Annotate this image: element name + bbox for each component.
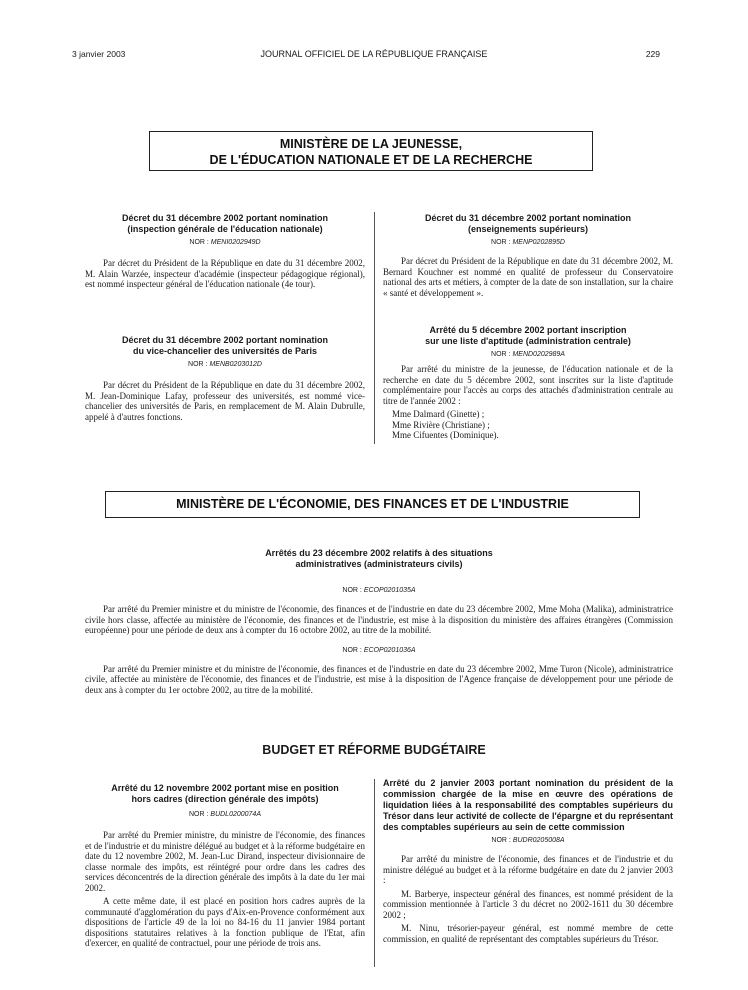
article-paragraph: A cette même date, il est placé en position hors cadres auprès de la communauté d'agglomération du pays d'Aix-en-Provence conformément aux dispositions de l'article 49 de la loi no 84-16 du 11 janvier 1984 portant dispositions statutaires relatives à la fonction publique de l'Etat, afin d'exercer, en qualité de contractuel, pour une période de trois ans. bbox=[85, 896, 365, 948]
article-warzee bbox=[85, 213, 365, 293]
article-paragraph: Par décret du Président de la République en date du 31 décembre 2002, M. Alain Warzée, inspecteur d'académie (inspecteur pédagogique régional), est nommé inspecteur général de l'éducation nationale (4e tour). bbox=[85, 258, 365, 289]
nor-code: BUDL0200074A bbox=[210, 811, 261, 818]
nor-code: ECOP0201035A bbox=[363, 587, 416, 594]
section-ministry-economy bbox=[105, 491, 640, 518]
section-title: MINISTÈRE DE L'ÉCONOMIE, DES FINANCES ET DE L'INDUSTRIE bbox=[176, 497, 569, 511]
article-liste-aptitude bbox=[383, 325, 673, 441]
article-situations-administratives bbox=[85, 548, 673, 698]
nor-reference bbox=[383, 351, 673, 358]
article-lafay bbox=[85, 335, 365, 425]
journal-title: JOURNAL OFFICIEL DE LA RÉPUBLIQUE FRANÇAISE bbox=[260, 49, 488, 59]
nor-reference bbox=[85, 361, 365, 368]
article-dirand bbox=[85, 783, 365, 952]
article-title bbox=[383, 325, 673, 347]
article-paragraph: Par décret du Président de la République en date du 31 décembre 2002, M. Jean-Dominique Lafay, professeur des universités, est nommé vice-chancelier des universités de Paris, en remplacement de M. Alain Dubrulle, appelé à d'autres fonctions. bbox=[85, 380, 365, 422]
nor-code: ECOP0201036A bbox=[363, 646, 416, 654]
column-divider bbox=[374, 779, 375, 967]
article-title-line: (enseignements supérieurs) bbox=[467, 224, 589, 234]
list-item: Mme Dalmard (Ginette) ; bbox=[392, 409, 485, 419]
list-item: Mme Rivière (Christiane) ; bbox=[392, 419, 490, 430]
nor-code: MENP0202895D bbox=[512, 239, 565, 246]
nor-prefix: NOR : bbox=[189, 239, 209, 246]
names-list bbox=[392, 409, 673, 441]
section-title-line1: MINISTÈRE DE LA JEUNESSE, bbox=[279, 137, 463, 151]
article-title-line: Arrêtés du 23 décembre 2002 relatifs à des situations bbox=[265, 548, 493, 558]
nor-prefix: NOR : bbox=[342, 587, 362, 594]
article-title-line: Arrêté du 12 novembre 2002 portant mise en position bbox=[111, 783, 339, 793]
article-paragraph: Par arrêté du Premier ministre, du ministre de l'économie, des finances et de l'industrie et du ministre délégué au budget et à la réforme budgétaire en date du 12 novembre 2002, M. Jean-Luc Dirand, inspecteur divisionnaire de classe normale des impôts, est réintégré pour ordre dans les cadres des services déconcentrés de la direction générale des impôts à la date du 1er mai 2002. bbox=[85, 830, 366, 893]
nor-reference bbox=[85, 239, 365, 246]
article-title-line: Décret du 31 décembre 2002 portant nomination bbox=[121, 213, 329, 223]
nor-prefix: NOR : bbox=[189, 811, 209, 818]
article-title-line: Arrêté du 5 décembre 2002 portant inscription bbox=[429, 325, 627, 335]
article-title: Arrêté du 2 janvier 2003 portant nomination du président de la commission chargée de la mise en œuvre des opérations de liquidation liées à la responsabilité des comptables supérieurs du Trésor dans leur activité de collecte de l'épargne et du représentant des comptables supérieurs au sein de cette commission bbox=[383, 778, 673, 832]
article-paragraph: Par arrêté du ministre de l'économie, des finances et de l'industrie et du ministre délégué au budget et à la réforme budgétaire en date du 2 janvier 2003 : bbox=[383, 854, 673, 885]
nor-prefix: NOR : bbox=[188, 361, 208, 368]
nor-reference bbox=[383, 837, 673, 844]
nor-code: BUDR0205008A bbox=[512, 837, 565, 844]
section-ministry-education bbox=[149, 131, 593, 171]
page-number: 229 bbox=[645, 49, 660, 59]
nor-code: MENI0202949D bbox=[210, 239, 261, 246]
article-title-line: Décret du 31 décembre 2002 portant nomination bbox=[121, 335, 329, 345]
article-kouchner bbox=[383, 213, 673, 301]
article-commission-liquidation bbox=[383, 778, 673, 947]
nor-reference bbox=[85, 587, 673, 594]
article-paragraph: Par arrêté du Premier ministre et du ministre de l'économie, des finances et de l'industrie en date du 23 décembre 2002, Mme Moha (Malika), administratrice civile hors classe, affectée au ministère de l'économie, des finances et de l'industrie, est mise à la disposition du ministère des affaires étrangères (Commission européenne) pour une période de deux ans à compter du 16 octobre 2002, au titre de la mobilité. bbox=[85, 604, 673, 635]
nor-code: MEND0202989A bbox=[512, 351, 565, 358]
article-paragraph: Par décret du Président de la République en date du 31 décembre 2002, M. Bernard Kouchner est nommé en qualité de professeur du Conservatoire national des arts et métiers, à compter de la date de son installation, sur la chaire « santé et développement ». bbox=[383, 256, 673, 298]
article-title-line: administratives (administrateurs civils) bbox=[295, 559, 463, 569]
column-divider bbox=[374, 212, 375, 444]
header-date: 3 janvier 2003 bbox=[72, 49, 126, 59]
article-title bbox=[85, 783, 365, 805]
nor-reference bbox=[85, 647, 673, 654]
page-header bbox=[0, 49, 748, 63]
article-paragraph: M. Ninu, trésorier-payeur général, est nommé membre de cette commission, en qualité de représentant des comptables supérieurs du Trésor. bbox=[383, 923, 673, 944]
article-title bbox=[85, 548, 673, 570]
article-paragraph: Par arrêté du ministre de la jeunesse, de l'éducation nationale et de la recherche en date du 5 décembre 2002, sont inscrites sur la liste d'aptitude complémentaire pour l'accès au corps des attachés d'administration centrale au titre de l'année 2002 : bbox=[383, 364, 673, 406]
nor-prefix: NOR : bbox=[491, 239, 511, 246]
article-paragraph: Par arrêté du Premier ministre et du ministre de l'économie, des finances et de l'industrie en date du 23 décembre 2002, Mme Turon (Nicole), administratrice civile, affectée au ministère de l'économie, des finances et de l'industrie, est mise à la disposition de l'Agence française de développement pour une période de deux ans à compter du 1er octobre 2002, au titre de la mobilité. bbox=[85, 663, 673, 695]
article-title-line: hors cadres (direction générale des impôts) bbox=[131, 794, 319, 804]
article-title-line: (inspection générale de l'éducation nationale) bbox=[127, 224, 323, 234]
nor-prefix: NOR : bbox=[342, 646, 362, 654]
article-paragraph: M. Barberye, inspecteur général des finances, est nommé président de la commission mentionnée à l'article 3 du décret no 2002-1611 du 30 décembre 2002 ; bbox=[383, 888, 673, 920]
nor-prefix: NOR : bbox=[491, 351, 511, 358]
list-item: Mme Cifuentes (Dominique). bbox=[392, 430, 499, 440]
nor-prefix: NOR : bbox=[491, 837, 511, 844]
article-title-line: sur une liste d'aptitude (administration centrale) bbox=[425, 336, 631, 346]
article-title bbox=[85, 213, 365, 235]
article-title bbox=[383, 213, 673, 235]
article-title-line: du vice-chancelier des universités de Paris bbox=[132, 346, 318, 356]
nor-code: MENB0203012D bbox=[209, 361, 262, 368]
nor-reference bbox=[383, 239, 673, 246]
section-title-line2: DE L'ÉDUCATION NATIONALE ET DE LA RECHERCHE bbox=[209, 153, 533, 167]
section-title: BUDGET ET RÉFORME BUDGÉTAIRE bbox=[262, 743, 486, 757]
nor-reference bbox=[85, 811, 365, 818]
article-title bbox=[85, 335, 365, 357]
article-title-line: Décret du 31 décembre 2002 portant nomination bbox=[424, 213, 632, 223]
section-budget bbox=[0, 743, 748, 757]
